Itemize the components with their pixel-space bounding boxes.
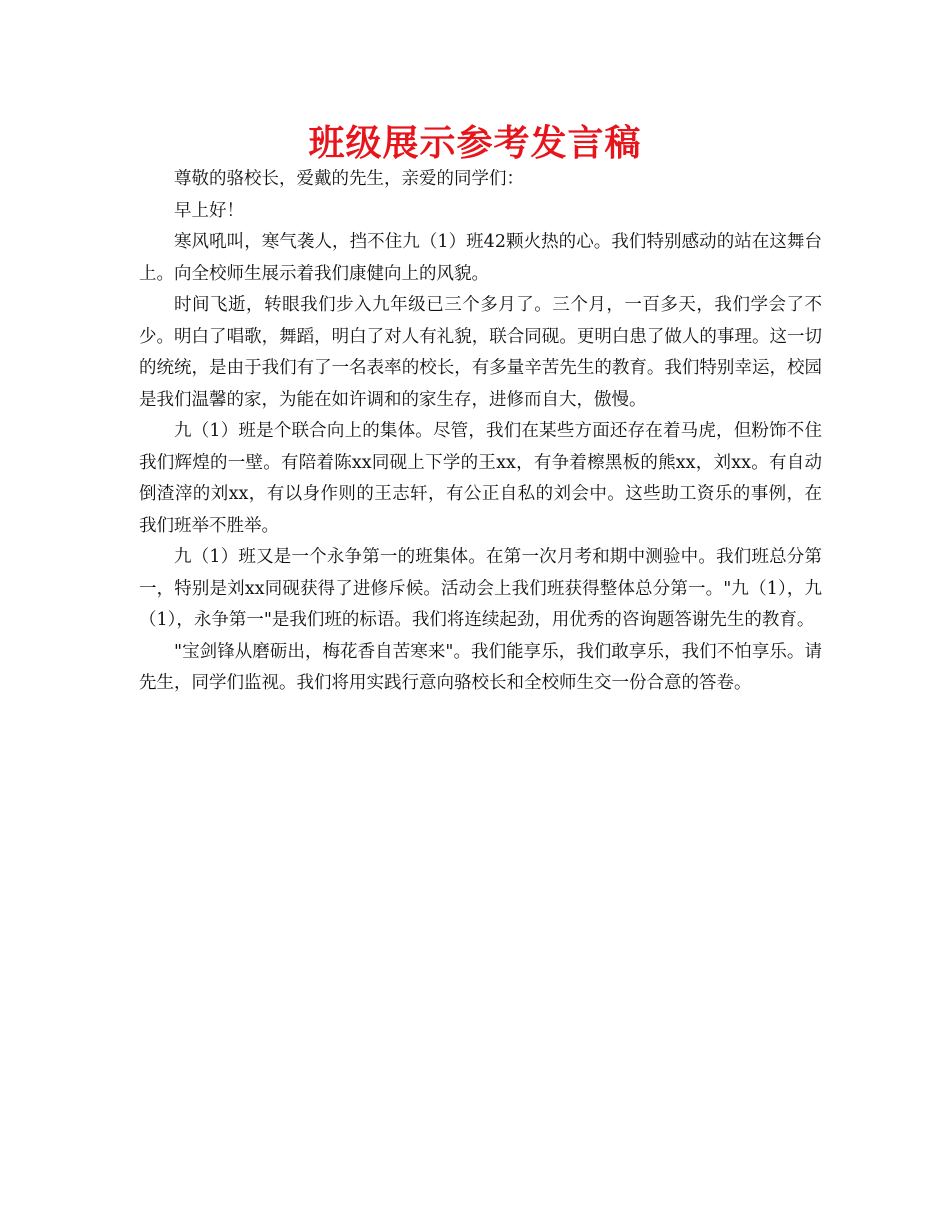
- paragraph: 九（1）班又是一个永争第一的班集体。在第一次月考和期中测验中。我们班总分第一，特别是刘xx同砚获得了进修斥候。活动会上我们班获得整体总分第一。"九（1），九（1），永争第一"是我们班的标语。我们将连续起劲，用优秀的咨询题答谢先生的教育。: [139, 547, 822, 630]
- paragraph-greeting: 早上好！: [174, 200, 244, 221]
- paragraph: 寒风吼叫，寒气袭人，挡不住九（1）班42颗火热的心。我们特别感动的站在这舞台上。向全校师生展示着我们康健向上的风貌。: [139, 232, 822, 284]
- paragraph: 九（1）班是个联合向上的集体。尽管，我们在某些方面还存在着马虎，但粉饰不住我们辉煌的一壁。有陪着陈xx同砚上下学的王xx，有争着檫黑板的熊xx，刘xx。有自动倒渣滓的刘xx，有以身作则的王志轩，有公正自私的刘会中。这些助工资乐的事例，在我们班举不胜举。: [139, 421, 822, 536]
- document-body: [139, 164, 822, 700]
- paragraph: 时间飞逝，转眼我们步入九年级已三个多月了。三个月，一百多天，我们学会了不少。明白了唱歌，舞蹈，明白了对人有礼貌，联合同砚。更明白患了做人的事理。这一切的统统，是由于我们有了一名表率的校长，有多量辛苦先生的教育。我们特别幸运，校园是我们温馨的家，为能在如许调和的家生存，进修而自大，傲慢。: [139, 295, 822, 410]
- paragraph: "宝剑锋从磨砺出，梅花香自苦寒来"。我们能享乐，我们敢享乐，我们不怕享乐。请先生，同学们监视。我们将用实践行意向骆校长和全校师生交一份合意的答卷。: [139, 641, 822, 693]
- document-title: 班级展示参考发言稿: [308, 123, 642, 164]
- paragraph-salutation: 尊敬的骆校长，爱戴的先生，亲爱的同学们：: [174, 169, 524, 189]
